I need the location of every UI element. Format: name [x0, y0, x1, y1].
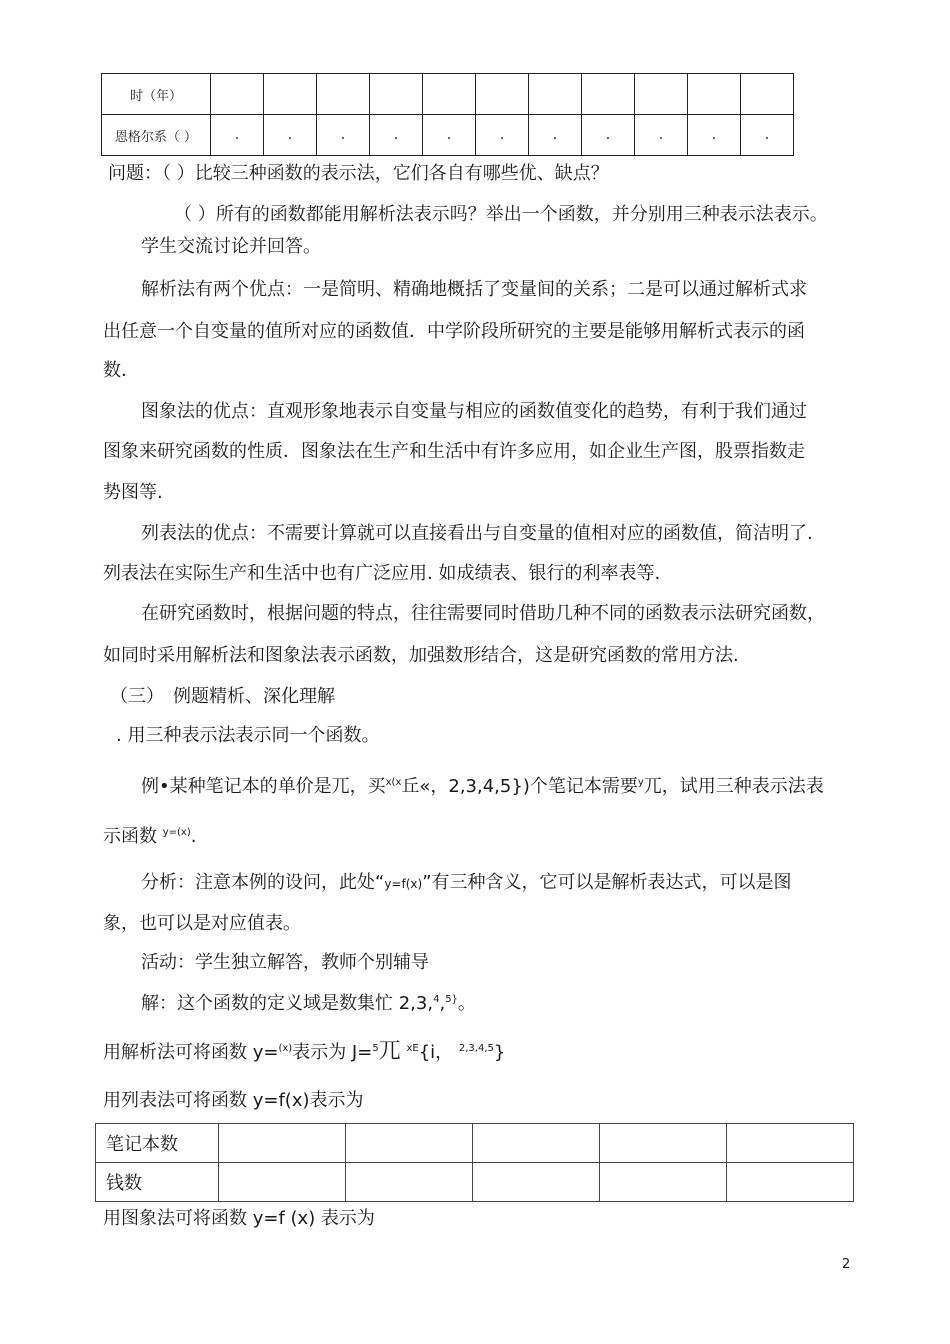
example-line-1: 例•某种笔记本的单价是兀，买$^{x(x}$丘«，2,3,4,5})个笔记本需要$^y$兀，试用三种表示法表	[141, 776, 824, 797]
graph-method-text: 用图象法可将函数 y=f (x) 表示为	[103, 1208, 375, 1229]
table-cell: .	[317, 115, 370, 156]
list-line-1: 列表法的优点：不需要计算就可以直接看出与自变量的值相对应的函数值，简洁明了.	[141, 523, 813, 544]
section-heading: （三） 例题精析、深化理解	[110, 686, 335, 707]
graph-line-1: 图象法的优点：直观形象地表示自变量与相应的函数值变化的趋势，有利于我们通过	[141, 401, 807, 422]
table-cell: .	[741, 115, 794, 156]
table-cell: .	[370, 115, 423, 156]
question-1: 问题：（ ）比较三种函数的表示法，它们各自有哪些优、缺点？	[108, 163, 609, 184]
activity-text: 活动：学生独立解答，教师个别辅导	[141, 952, 429, 973]
analytic-line-3: 数.	[103, 360, 127, 381]
analytic-line-2: 出任意一个自变量的值所对应的函数值．中学阶段所研究的主要是能够用解析式表示的函	[103, 321, 805, 342]
table-cell: .	[211, 115, 264, 156]
example-line-2: 示函数 $^{y=(x)}$.	[103, 826, 197, 847]
table-cell: .	[529, 115, 582, 156]
analytic-line-1: 解析法有两个优点：一是简明、精确地概括了变量间的关系；二是可以通过解析式求	[141, 279, 807, 300]
graph-line-2: 图象来研究函数的性质．图象法在生产和生活中有许多应用，如企业生产图，股票指数走	[103, 441, 805, 462]
table-engel	[101, 73, 794, 156]
table-row	[102, 115, 794, 156]
research-line-1: 在研究函数时，根据问题的特点，往往需要同时借助几种不同的函数表示法研究函数，	[141, 603, 825, 624]
table-cell: .	[582, 115, 635, 156]
table-header-money: 钱数	[96, 1163, 219, 1202]
discuss-text: 学生交流讨论并回答。	[141, 236, 321, 257]
analysis-line-2: 象，也可以是对应值表。	[103, 913, 301, 934]
table-header-count: 笔记本数	[96, 1124, 219, 1163]
table-row	[96, 1124, 854, 1163]
table-header-engel: 恩格尔系（ ）	[102, 115, 211, 156]
item-heading: . 用三种表示法表示同一个函数。	[116, 725, 380, 746]
table-cell: .	[688, 115, 741, 156]
question-2: （ ）所有的函数都能用解析法表示吗？举出一个函数，并分别用三种表示法表示。	[174, 204, 828, 225]
solution-text: 解：这个函数的定义域是数集忙 2,3,$^4$,$^{5\}}$。	[141, 993, 476, 1014]
graph-line-3: 势图等.	[103, 482, 163, 503]
table-row	[102, 74, 794, 115]
table-cell: .	[264, 115, 317, 156]
list-method-text: 用列表法可将函数 y=f(x)表示为	[103, 1090, 364, 1111]
table-cell: .	[635, 115, 688, 156]
table-cell: .	[476, 115, 529, 156]
list-line-2: 列表法在实际生产和生活中也有广泛应用. 如成绩表、银行的利率表等.	[103, 563, 661, 584]
research-line-2: 如同时采用解析法和图象法表示函数，加强数形结合，这是研究函数的常用方法.	[103, 645, 739, 666]
page-number: 2	[842, 1257, 851, 1272]
table-cell: .	[423, 115, 476, 156]
table-row	[96, 1163, 854, 1202]
table-header-year: 时（年）	[102, 74, 211, 115]
analytic-method-text: 用解析法可将函数 y=$^{(x)}$表示为 J=$^5$兀 $^{xE}${i， $^{2,3,4,5}$}	[103, 1039, 506, 1064]
table-notebooks	[95, 1123, 854, 1202]
analysis-line-1: 分析：注意本例的设问，此处“y=f(x)”有三种含义，它可以是解析表达式，可以是图	[141, 872, 792, 893]
